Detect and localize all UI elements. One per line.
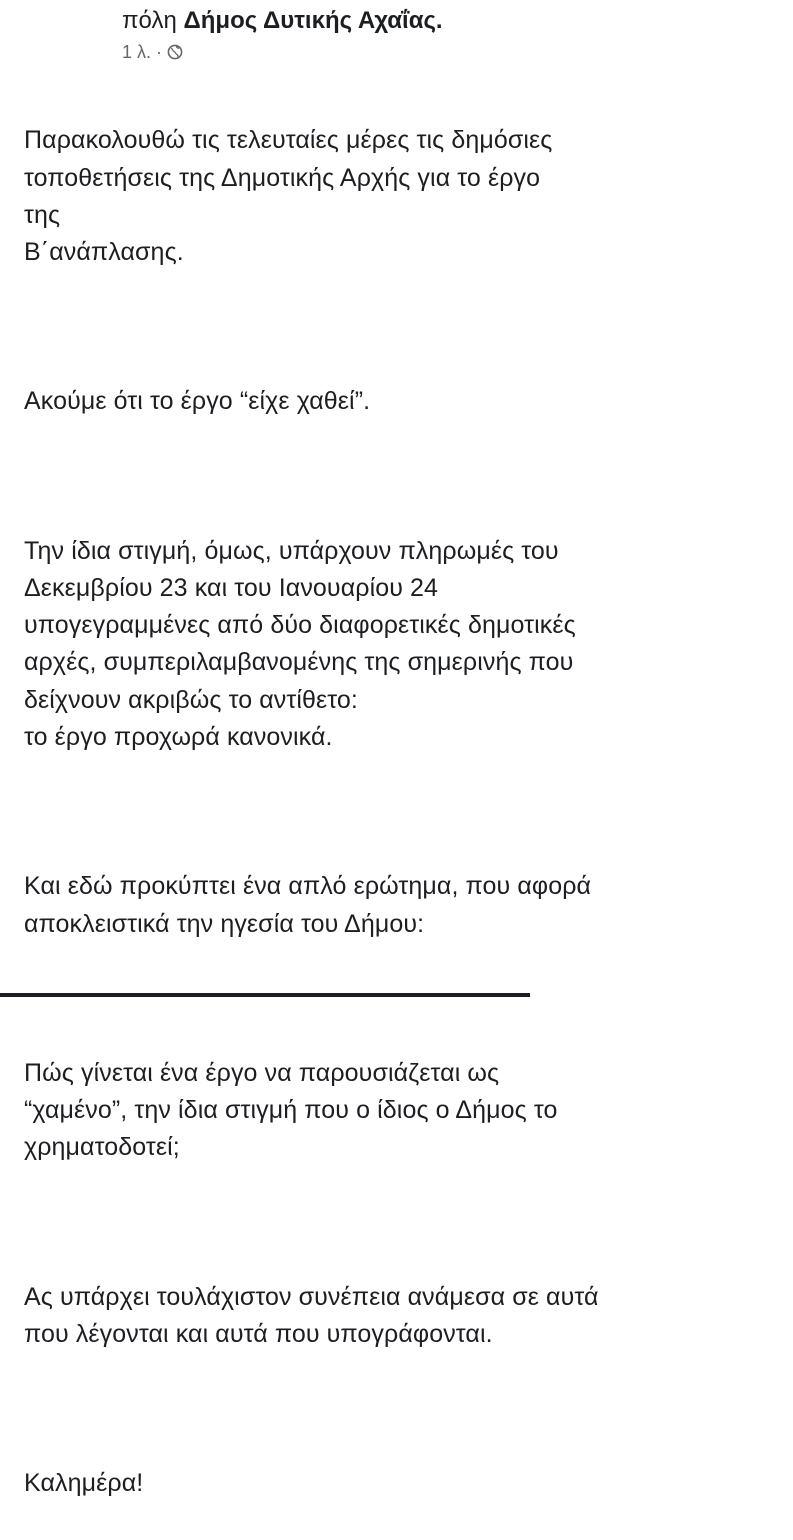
paragraph-gap bbox=[24, 794, 784, 831]
post-paragraph: Παρακολουθώ τις τελευταίες μέρες τις δημόσιες τοποθετήσεις της Δημοτικής Αρχής για το έργο της Β΄ανάπλασης. bbox=[24, 126, 553, 267]
page-name-link[interactable]: Δήμος Δυτικής Αχαΐας. bbox=[183, 7, 443, 34]
paragraph-gap bbox=[24, 1204, 784, 1241]
header-prefix: πόλη bbox=[122, 7, 177, 34]
bottom-divider bbox=[0, 993, 530, 997]
post-paragraph: Καλημέρα! bbox=[24, 1468, 144, 1497]
post-paragraph: Ας υπάρχει τουλάχιστον συνέπεια ανάμεσα σε αυτά που λέγονται και αυτά που υπογράφονται. bbox=[24, 1282, 599, 1348]
paragraph-gap bbox=[24, 980, 784, 1017]
paragraph-gap bbox=[24, 309, 784, 346]
post-timestamp[interactable]: 1 λ. bbox=[122, 42, 152, 62]
paragraph-gap bbox=[24, 1390, 784, 1427]
globe-icon[interactable] bbox=[167, 44, 183, 60]
meta-separator: · bbox=[156, 42, 163, 62]
post-meta bbox=[122, 42, 772, 62]
globe-icon-graphic bbox=[167, 44, 183, 60]
post-paragraph: Και εδώ προκύπτει ένα απλό ερώτημα, που αφορά αποκλειστικά την ηγεσία του Δήμου: bbox=[24, 872, 592, 938]
post-header-line bbox=[122, 6, 772, 36]
paragraph-gap bbox=[24, 458, 784, 495]
post-paragraph: Την ίδια στιγμή, όμως, υπάρχουν πληρωμές του Δεκεμβρίου 23 και του Ιανουαρίου 24 υπογεγραμμένες από δύο διαφορετικές δημοτικές αρχές, συμπεριλαμβανομένης της σημερινής που δείχνουν ακριβώς το αντίθετο: το έργο προχωρά κανονικά. bbox=[24, 536, 576, 752]
post-header bbox=[122, 6, 772, 62]
post-body bbox=[24, 85, 784, 1540]
post-paragraph: Πώς γίνεται ένα έργο να παρουσιάζεται ως “χαμένο”, την ίδια στιγμή που ο ίδιος ο Δήμος το χρηματοδοτεί; bbox=[24, 1058, 558, 1162]
post-paragraph: Ακούμε ότι το έργο “είχε χαθεί”. bbox=[24, 387, 371, 416]
